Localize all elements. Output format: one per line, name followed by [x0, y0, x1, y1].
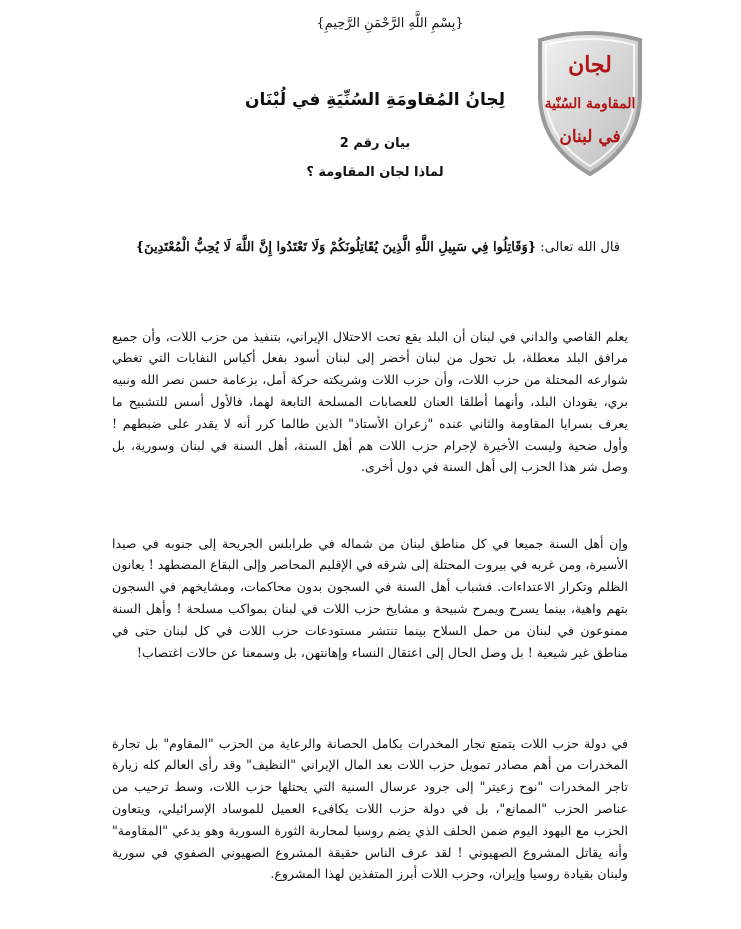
paragraph-1: يعلم القاصي والداني في لبنان أن البلد يقع تحت الاحتلال الإيراني، بتنفيذ من حزب اللات، وأن جميع مرافق البلد معطلة، بل تحول من لبنان أخضر إلى لبنان أسود بفعل أكياس النفايات التي تغطي شوارعه المحتلة من حزب اللات، وأن حزب اللات وشريكته حركة أمل، بزعامة حسن نصر الله ونبيه بري، يقودان البلد، وأنهما أطلقا العنان للعصابات المسلحة التابعة لهما، فالأول أسس للتشبيح ما يعرف بسرايا المقاومة والثاني عنده "زعران الأستاذ" الذين طالما كرر أنه لا يقدر على ضبطهم ! وأول ضحية وليست الأخيرة لإجرام حزب اللات هم أهل السنة، أهل السنة في لبنان وسورية، بل وصل شر هذا الحزب إلى أهل السنة في دول أخرى.: [112, 328, 628, 475]
paragraph-3: في دولة حزب اللات يتمتع تجار المخدرات بكامل الحصانة والرعاية من الحزب "المقاوم" بل تجارة المخدرات من أهم مصادر تمويل حزب اللات بعد المال الإيراني "النظيف" وقد رأى العالم كله زيارة تاجر المخدرات "نوح زعيتر" إلى جرود عرسال السنية التي يحتلها حزب اللات، وسط ترحيب من عناصر الحزب "الممانع"، بل في دولة حزب اللات يكافىء العميل للموساد الإسرائيلي، ويتعاون الحزب مع اليهود اليوم ضمن الحلف الذي يضم روسيا لمحاربة الثورة السورية وهو يدعي "المقاومة" وأنه يقاتل المشروع الصهيوني ! لقد عرف الناس حقيقة المشروع الصهيوني الصفوي في سورية ولبنان بقيادة روسيا وإيران، وحزب اللات أبرز المتفذين لهذا المشروع.: [112, 735, 628, 882]
paragraph-2: وإن أهل السنة جميعا في كل مناطق لبنان من شماله في طرابلس الجريحة إلى جنوبه في صيدا الأسيرة، ومن غربه في بيروت المحتلة إلى شرقه في الإقليم المحاصر وإلى البقاع المضطهد ! يعانون الظلم وتكرار الاعتداءات. فشباب أهل السنة في السجون بدون محاكمات، ومشايخهم في السجون بتهم واهية، بينما يسرح ويمرح شبيحة و مشايخ حزب اللات في لبنان بمواكب مسلحة ! وأهل السنة ممنوعون في لبنان من حمل السلاح بينما تنتشر مستودعات حزب اللات في كل لبنان حتى في مناطق غير شيعية ! بل وصل الحال إلى اعتقال النساء وإهانتهن، بل وسمعنا عن حالات اغتصاب!: [112, 535, 628, 660]
statement-number: بيان رقم 2: [339, 136, 411, 151]
emblem-line3: في لبنان: [559, 127, 621, 147]
emblem-line1: لجان: [568, 52, 612, 78]
emblem-logo: [530, 28, 650, 178]
verse-text: {وَقَاتِلُوا فِي سَبِيلِ اللَّهِ الَّذِينَ يُقَاتِلُونَكُمْ وَلَا تَعْتَدُوا إِنَّ اللَّهَ لَا يُحِبُّ الْمُعْتَدِينَ}: [135, 240, 537, 255]
emblem-line2: المقاومة السُنّية: [544, 96, 636, 112]
page-subtitle: لماذا لجان المقاومة ؟: [306, 165, 444, 180]
page-title: لِجانُ المُقاومَةِ السُنِّيَةِ في لُبْنَان: [244, 90, 505, 110]
basmala: {بِسْمِ اللَّهِ الرَّحْمَنِ الرَّحِيمِ}: [316, 16, 464, 31]
verse-intro: قال الله تعالى:: [536, 240, 620, 255]
quran-verse: [130, 240, 620, 255]
